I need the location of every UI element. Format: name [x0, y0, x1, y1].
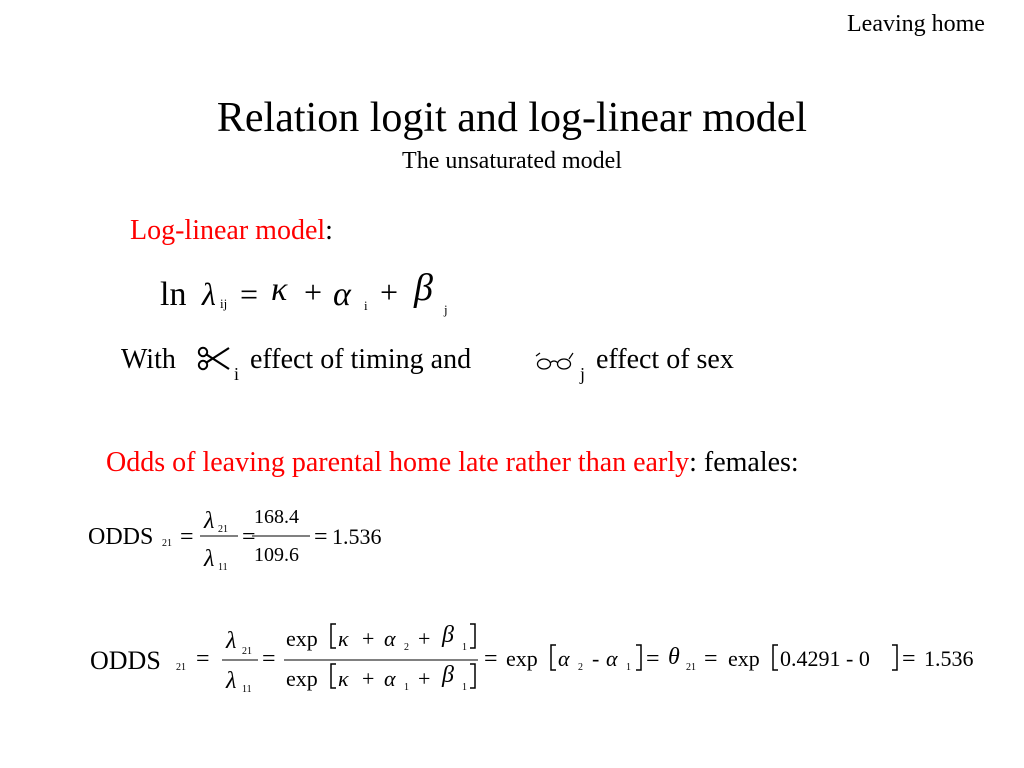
timing-text: effect of timing and	[250, 344, 472, 375]
eq2-num-alpha: α	[384, 626, 396, 651]
eq2-num-plus-1: +	[362, 626, 375, 651]
eq2-lambda-num: λ	[226, 628, 237, 654]
kappa-symbol: κ	[271, 271, 288, 308]
page-subtitle: The unsaturated model	[402, 148, 622, 174]
eq2-den-alpha: α	[384, 666, 396, 691]
eq2-theta-sub: 21	[686, 662, 696, 673]
eq1-odds-sub: 21	[162, 538, 172, 549]
page-title: Relation logit and log-linear model	[216, 95, 808, 141]
plus-sign-2: +	[380, 274, 399, 310]
eq1-lambda-den-sub: 11	[218, 562, 228, 573]
eq1-lambda-den: λ	[204, 546, 215, 572]
eq1-equals-3: =	[314, 524, 328, 550]
odds-heading-rest: : females:	[689, 447, 799, 478]
eq2-den-alpha-sub: 1	[404, 682, 409, 693]
odds-heading-red: Odds of leaving parental home late rather than early	[106, 447, 690, 478]
with-sub-j: j	[580, 364, 586, 384]
eq2-odds: ODDS	[90, 646, 161, 675]
eq2-inner: 0.4291 - 0	[780, 646, 870, 671]
eq2-exp-3: exp	[728, 646, 760, 671]
eq2-equals-4: =	[646, 646, 660, 672]
eq2-den-exp: exp	[286, 666, 318, 691]
eq1-equals-1: =	[180, 524, 194, 550]
sex-text: effect of sex	[596, 344, 734, 375]
equals-sign: =	[240, 276, 259, 312]
eq2-den-plus-1: +	[362, 666, 375, 691]
eq2-exp-2: exp	[506, 646, 538, 671]
eq2-theta: θ	[668, 644, 680, 670]
eq2-num-plus-2: +	[418, 626, 431, 651]
loglinear-colon: :	[325, 215, 333, 246]
eq2-num-beta-sub: 1	[462, 642, 467, 653]
eq2-alpha-1-sub: 1	[626, 662, 631, 673]
alpha-symbol: α	[333, 276, 351, 313]
ln-symbol: ln	[160, 276, 187, 313]
corner-label: Leaving home	[847, 11, 985, 37]
eq2-alpha-2-sub: 2	[578, 662, 583, 673]
sub-ij: ij	[220, 296, 228, 311]
eq2-equals-2: =	[262, 646, 276, 672]
loglinear-label: Log-linear model	[130, 215, 326, 246]
eq2-den-beta-sub: 1	[462, 682, 467, 693]
eq2-result: 1.536	[924, 646, 974, 671]
eq2-den-plus-2: +	[418, 666, 431, 691]
eq1-result: 1.536	[332, 524, 382, 549]
eq1-lambda-num: λ	[204, 508, 215, 534]
eq2-alpha-2: α	[558, 646, 570, 671]
eq2-num-exp: exp	[286, 626, 318, 651]
eq1-denominator: 109.6	[254, 544, 299, 566]
eq2-equals-1: =	[196, 646, 210, 672]
eq1-odds: ODDS	[88, 524, 154, 550]
eq1-numerator: 168.4	[254, 506, 299, 528]
eq2-num-alpha-sub: 2	[404, 642, 409, 653]
sub-i: i	[364, 298, 368, 313]
eq2-num-kappa: κ	[338, 626, 349, 651]
eq2-den-beta: β	[442, 662, 454, 688]
with-sub-i: i	[234, 364, 240, 384]
plus-sign-1: +	[304, 274, 323, 310]
eq2-equals-6: =	[902, 646, 916, 672]
eq2-minus-1: -	[592, 646, 600, 671]
eq2-odds-sub: 21	[176, 662, 186, 673]
eq2-lambda-den: λ	[226, 668, 237, 694]
with-text: With	[121, 344, 176, 375]
eq2-lambda-num-sub: 21	[242, 646, 252, 657]
beta-symbol: β	[414, 267, 433, 309]
eq2-num-beta: β	[442, 622, 454, 648]
eq2-equals-3: =	[484, 646, 498, 672]
lambda-symbol: λ	[202, 276, 216, 312]
eq1-lambda-num-sub: 21	[218, 524, 228, 535]
eq1-equals-2: =	[242, 524, 256, 550]
eq2-alpha-1: α	[606, 646, 618, 671]
sub-j: j	[444, 302, 448, 317]
eq2-equals-5: =	[704, 646, 718, 672]
eq2-lambda-den-sub: 11	[242, 684, 252, 695]
eq2-den-kappa: κ	[338, 666, 349, 691]
